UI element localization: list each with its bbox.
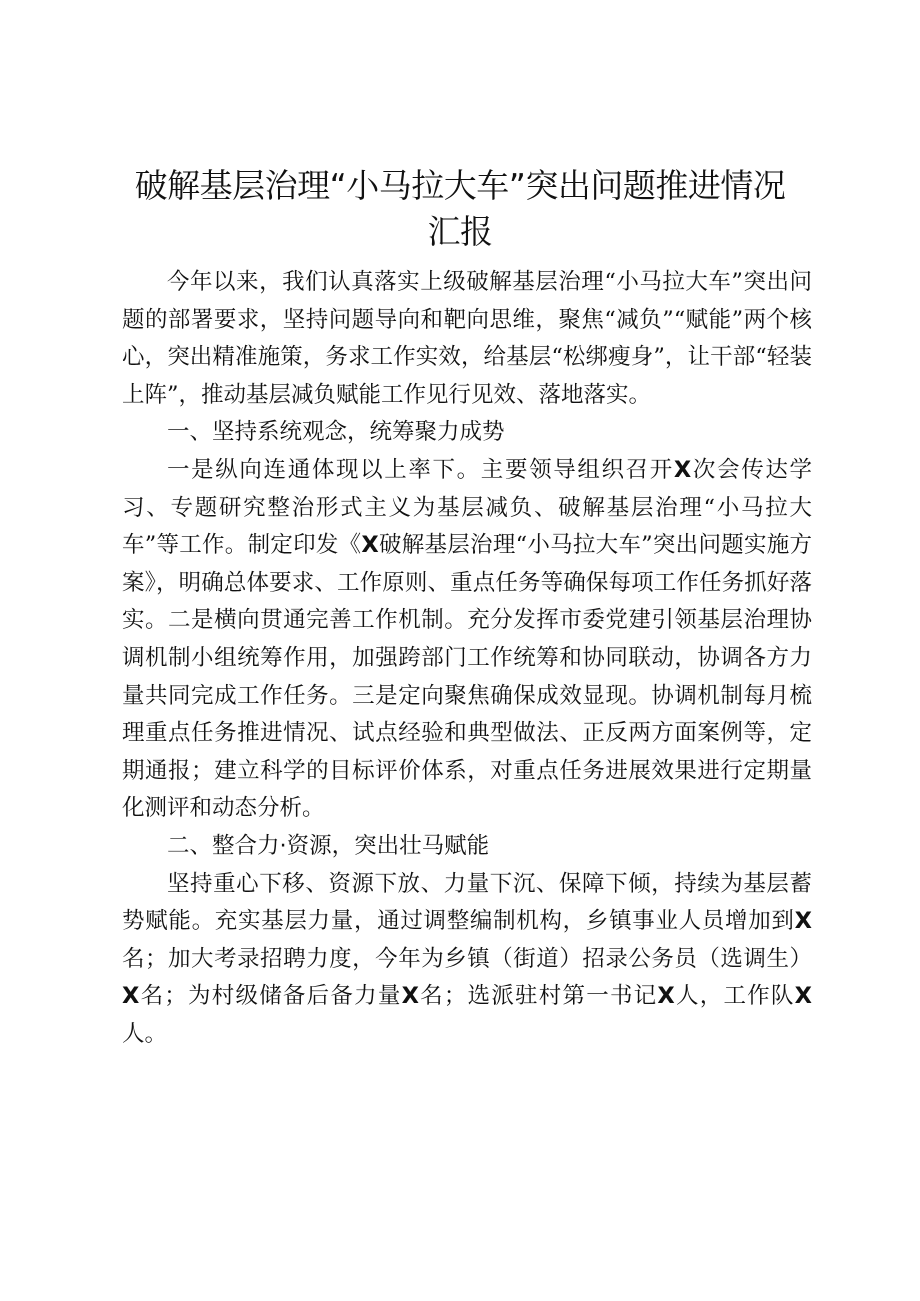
section-2-text-6: 人。 (122, 1020, 168, 1047)
section-1-paragraph (122, 452, 812, 828)
placeholder-x: X (794, 908, 812, 935)
intro-paragraph: 今年以来，我们认真落实上级破解基层治理“小马拉大车”突出问题的部署要求，坚持问题导向和靶向思维，聚焦“减负”“赋能”两个核心，突出精准施策，务求工作实效，给基层“松绑瘦身”，让干部“轻装上阵”，推动基层减负赋能工作见行见效、落地落实。 (122, 269, 812, 408)
section-2-paragraph (122, 866, 812, 1054)
document-body (122, 264, 812, 1053)
section-2-text-3: 名；为村级储备后备力量 (139, 983, 402, 1010)
placeholder-x: X (361, 532, 379, 559)
title-line-1: 破解基层治理“小马拉大车”突出问题推进情况 (134, 166, 786, 205)
placeholder-x: X (657, 983, 675, 1010)
document-title (100, 163, 820, 255)
section-2-heading: 二、整合力·资源，突出壮马赋能 (167, 832, 490, 859)
section-2-text-1: 坚持重心下移、资源下放、力量下沉、保障下倾，持续为基层蓄势赋能。充实基层力量，通过调整编制机构，乡镇事业人员增加到 (122, 870, 812, 935)
section-2-text-5: 人，工作队 (674, 983, 795, 1010)
section-2-text-4: 名；选派驻村第一书记 (418, 983, 658, 1010)
placeholder-x: X (122, 983, 140, 1010)
section-1-text-2: 次会传达学习、专题研究整治形式主义为基层减负、破解基层治理“小马拉大车”等工作。制定印发《 (122, 456, 812, 559)
section-2-text-2: 名；加大考录招聘力度，今年为乡镇（街道）招录公务员（选调生） (122, 945, 812, 972)
section-1-heading: 一、坚持系统观念，统筹聚力成势 (167, 419, 505, 446)
placeholder-x: X (673, 456, 692, 483)
placeholder-x: X (401, 983, 419, 1010)
title-line-2: 汇报 (427, 212, 493, 251)
section-1-text-1: 一是纵向连通体现以上率下。主要领导组织召开 (167, 456, 674, 483)
placeholder-x: X (794, 983, 812, 1010)
section-1-text-3: 破解基层治理“小马拉大车”突出问题实施方案》，明确总体要求、工作原则、重点任务等确保每项工作任务抓好落实。二是横向贯通完善工作机制。充分发挥市委党建引领基层治理协调机制小组统筹作用，加强跨部门工作统筹和协同联动，协调各方力量共同完成工作任务。三是定向聚焦确保成效显现。协调机制每月梳理重点任务推进情况、试点经验和典型做法、正反两方面案例等，定期通报；建立科学的目标评价体系，对重点任务进展效果进行定期量化测评和动态分析。 (122, 532, 812, 822)
